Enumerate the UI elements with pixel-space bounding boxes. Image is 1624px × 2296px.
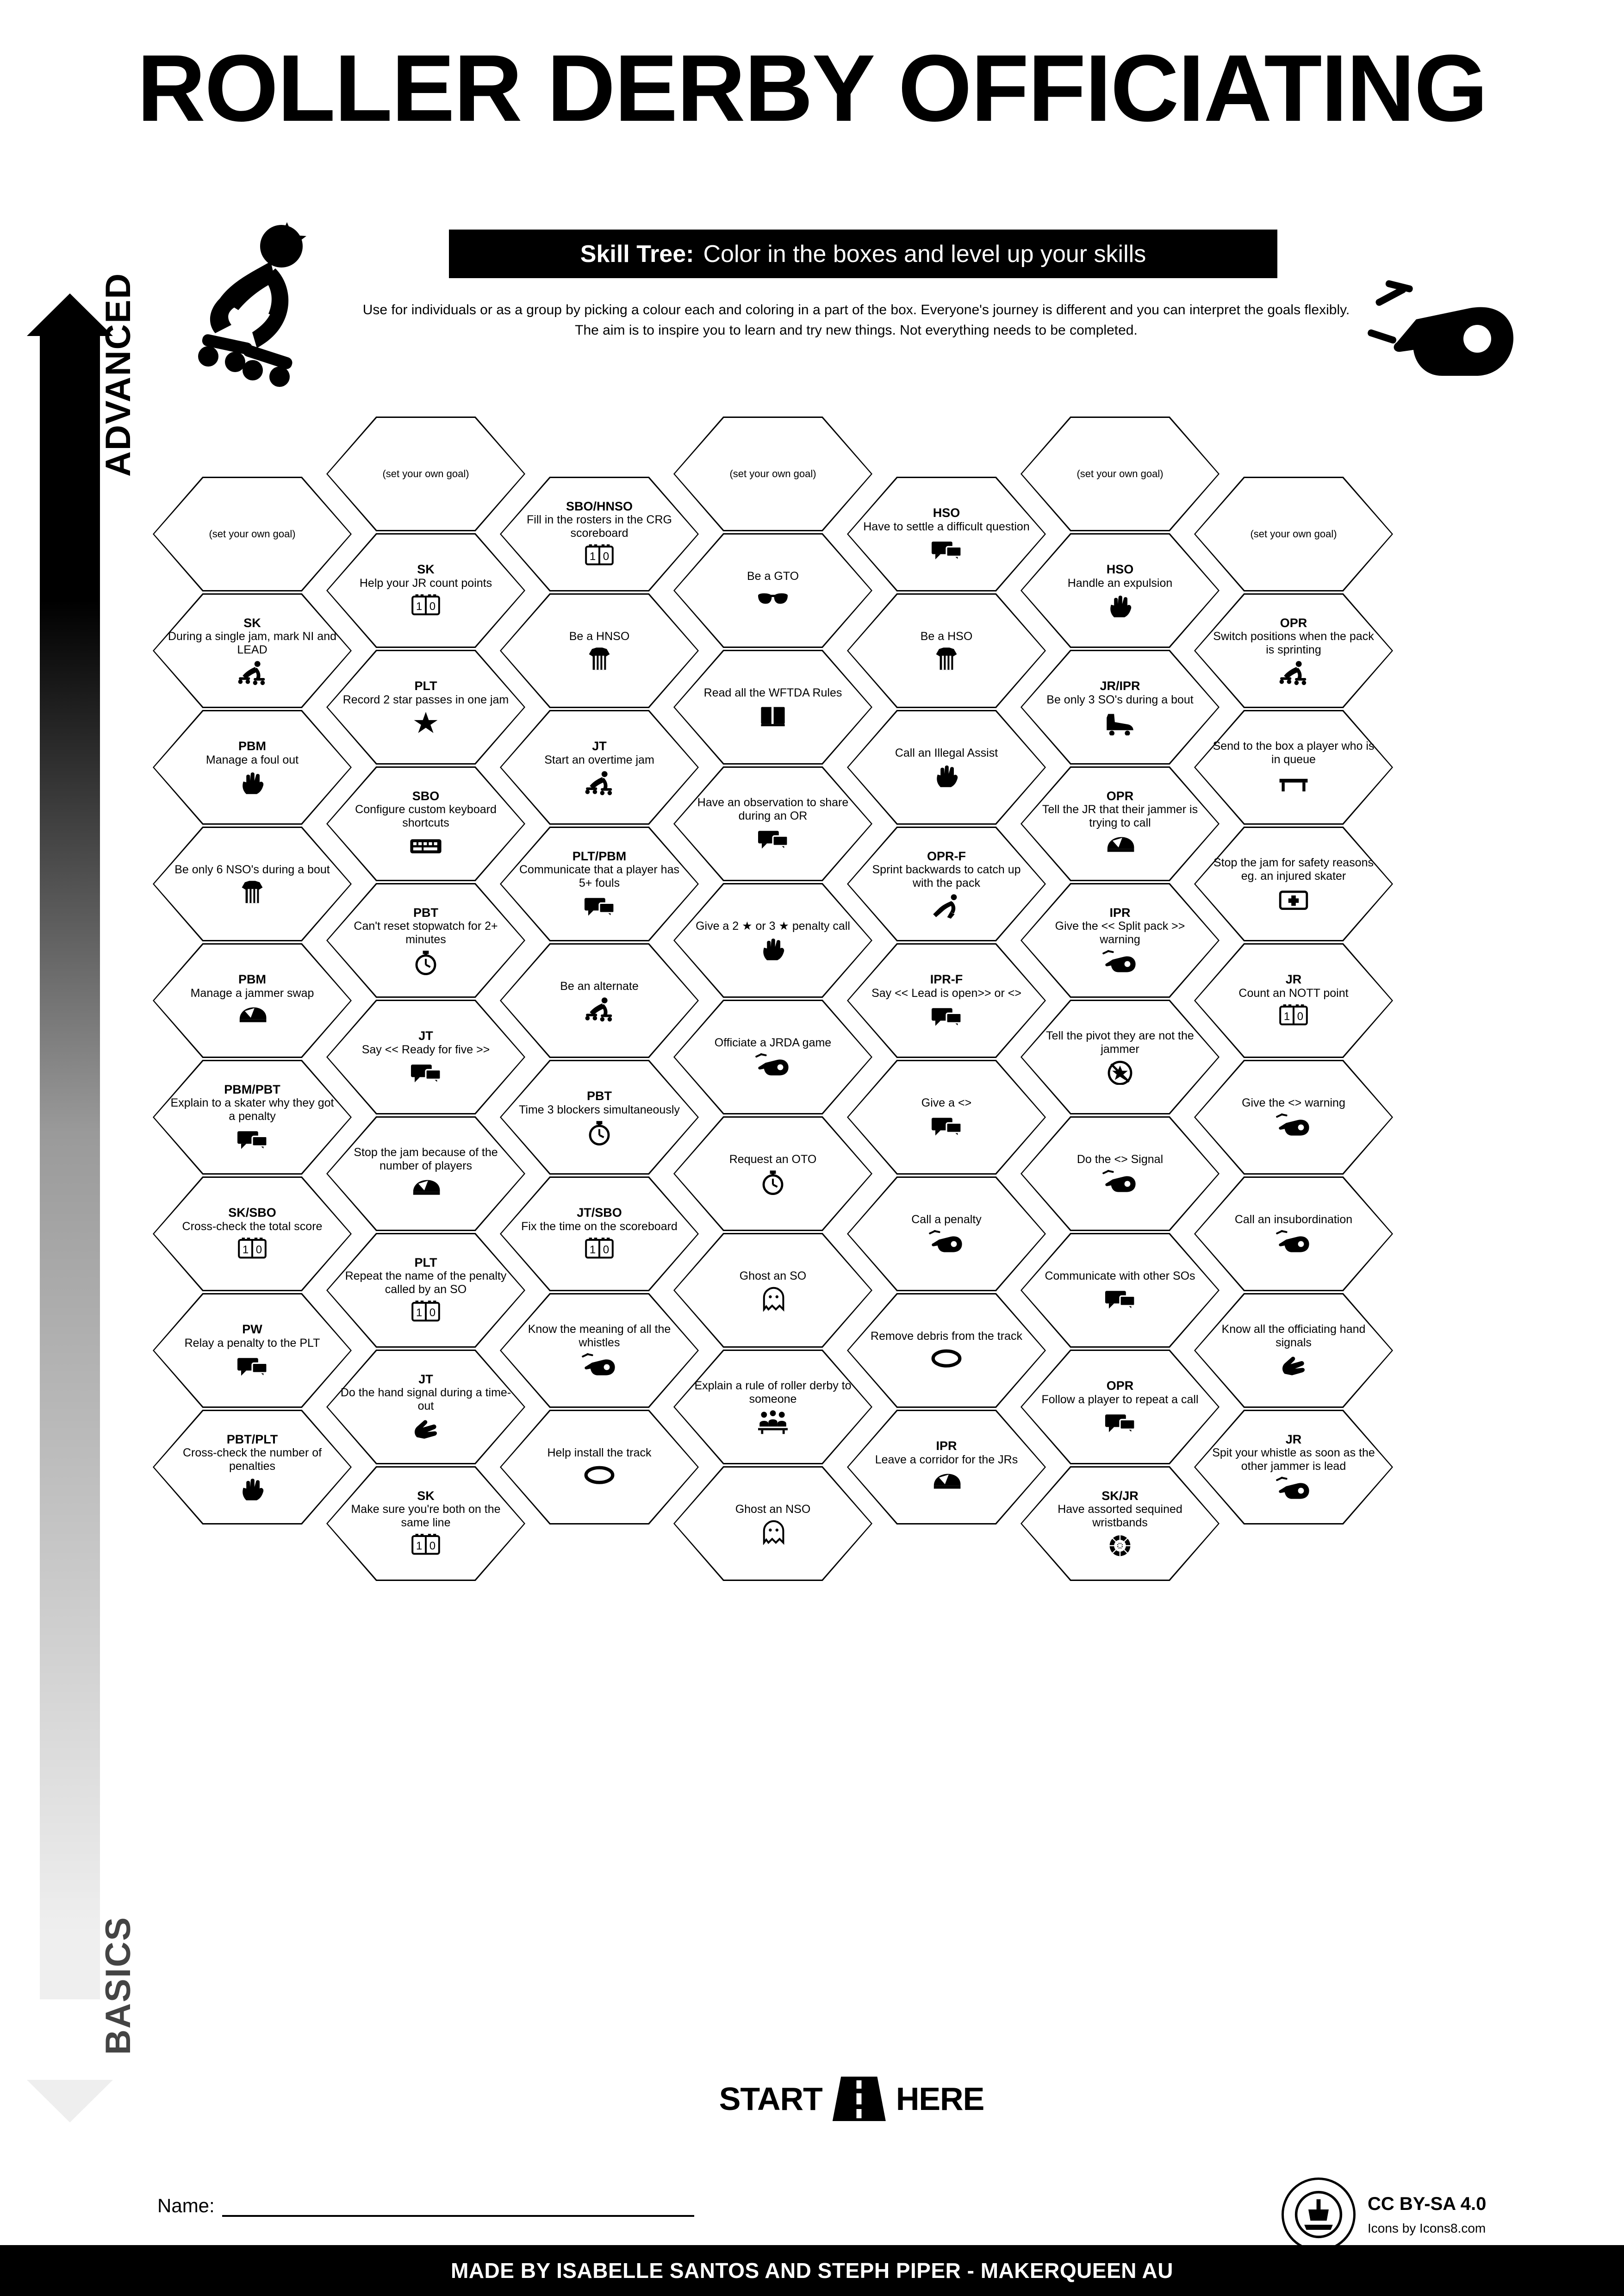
hex-code: JT bbox=[418, 1029, 433, 1043]
icons-credit: Icons by Icons8.com bbox=[1368, 2221, 1486, 2235]
skill-hex[interactable] bbox=[500, 943, 699, 1058]
hex-text: Relay a penalty to the PLT bbox=[184, 1336, 320, 1350]
striped-shirt-icon bbox=[514, 646, 685, 672]
whistle-icon bbox=[1361, 268, 1518, 407]
whistle-icon bbox=[687, 1052, 859, 1078]
svg-text:1: 1 bbox=[589, 550, 596, 563]
skill-hex[interactable] bbox=[326, 1466, 525, 1581]
hex-code: IPR bbox=[1109, 905, 1131, 920]
helmet-icon bbox=[861, 1469, 1032, 1495]
skill-hex[interactable] bbox=[1194, 710, 1393, 825]
helmet-icon bbox=[167, 1003, 338, 1029]
bench-icon bbox=[1208, 769, 1379, 795]
axis-label-advanced: ADVANCED bbox=[99, 272, 138, 477]
hex-code: JR bbox=[1285, 1432, 1302, 1446]
skill-hex[interactable] bbox=[1194, 827, 1393, 941]
first-aid-icon bbox=[1208, 886, 1379, 912]
hex-code: SK/JR bbox=[1101, 1488, 1139, 1503]
speech-icon bbox=[687, 826, 859, 852]
skill-hex[interactable] bbox=[847, 1060, 1046, 1175]
skill-hex[interactable] bbox=[1020, 1466, 1220, 1581]
scoreboard-icon bbox=[514, 543, 685, 569]
hex-text: Tell the pivot they are not the jammer bbox=[1046, 1029, 1194, 1056]
scoreboard-icon bbox=[340, 593, 511, 619]
hex-text: Handle an expulsion bbox=[1067, 576, 1173, 590]
hex-code: SBO bbox=[412, 789, 440, 803]
page-title: ROLLER DERBY OFFICIATING bbox=[137, 35, 1487, 141]
footer-credit: MADE BY ISABELLE SANTOS AND STEPH PIPER - MAKERQUEEN AU bbox=[451, 2259, 1173, 2283]
svg-text:1: 1 bbox=[589, 1243, 596, 1256]
start-here bbox=[671, 2073, 1032, 2124]
footer-bar bbox=[0, 2245, 1624, 2296]
hex-code: IPR bbox=[936, 1439, 957, 1453]
hex-text: Stop the jam for safety reasons eg. an injured skater bbox=[1213, 856, 1374, 883]
striped-shirt-icon bbox=[167, 879, 338, 905]
skill-hex[interactable] bbox=[500, 477, 699, 591]
skill-hex[interactable] bbox=[326, 1350, 525, 1464]
hex-text: Help your JR count points bbox=[359, 576, 492, 590]
no-star-icon bbox=[1034, 1059, 1206, 1085]
hex-text: Do the <> Signal bbox=[1076, 1152, 1164, 1166]
skill-hex[interactable] bbox=[847, 1176, 1046, 1291]
whistle-icon bbox=[861, 1229, 1032, 1255]
start-label: START bbox=[719, 2081, 822, 2117]
skill-hex[interactable] bbox=[847, 827, 1046, 941]
hex-code: PBT bbox=[413, 905, 438, 920]
hex-text: Read all the WFTDA Rules bbox=[703, 686, 842, 699]
skill-hex[interactable] bbox=[673, 533, 872, 648]
hex-code: HSO bbox=[1106, 562, 1134, 577]
hex-text: Be an alternate bbox=[560, 979, 639, 993]
skill-hex[interactable] bbox=[1020, 533, 1220, 648]
hex-text: Count an NOTT point bbox=[1238, 986, 1349, 1000]
svg-text:1: 1 bbox=[416, 600, 423, 613]
skill-hex[interactable] bbox=[847, 943, 1046, 1058]
hex-text: Call an insubordination bbox=[1234, 1213, 1353, 1226]
speech-icon bbox=[167, 1353, 338, 1379]
skill-hex[interactable] bbox=[153, 1176, 352, 1291]
hex-text: Ghost an SO bbox=[739, 1269, 807, 1282]
hex-text: Say << Ready for five >> bbox=[361, 1043, 490, 1056]
skill-hex[interactable] bbox=[673, 1466, 872, 1581]
hex-text: Record 2 star passes in one jam bbox=[342, 693, 509, 706]
helmet-icon bbox=[1034, 833, 1206, 859]
hex-text: Give a <> bbox=[921, 1096, 972, 1109]
whistle-icon bbox=[1208, 1113, 1379, 1139]
whistle-icon bbox=[1208, 1476, 1379, 1502]
hex-text: Be a GTO bbox=[747, 569, 799, 583]
axis-label-basics: BASICS bbox=[99, 1916, 138, 2055]
hex-text: Explain to a skater why they got a penalty bbox=[170, 1096, 334, 1123]
axis-gradient-bar bbox=[40, 333, 100, 1999]
hex-text: Spit your whistle as soon as the other jammer is lead bbox=[1212, 1446, 1375, 1473]
hand-icon bbox=[687, 936, 859, 962]
svg-text:1: 1 bbox=[1283, 1010, 1290, 1023]
hex-text: Sprint backwards to catch up with the pack bbox=[872, 863, 1021, 890]
hex-text: During a single jam, mark NI and LEAD bbox=[168, 630, 337, 657]
hex-text: Tell the JR that their jammer is trying to call bbox=[1042, 803, 1198, 830]
skill-hex[interactable] bbox=[326, 1116, 525, 1231]
scoreboard-icon bbox=[1208, 1003, 1379, 1029]
svg-text:0: 0 bbox=[603, 550, 610, 563]
skill-hex[interactable] bbox=[326, 533, 525, 648]
speech-icon bbox=[340, 1059, 511, 1085]
hex-text: Officiate a JRDA game bbox=[714, 1036, 832, 1049]
hex-text: Know all the officiating hand signals bbox=[1221, 1323, 1366, 1349]
hex-code: SK/SBO bbox=[228, 1206, 276, 1220]
skill-hex[interactable] bbox=[673, 1233, 872, 1348]
skill-hex[interactable] bbox=[1194, 1410, 1393, 1524]
svg-text:0: 0 bbox=[429, 1539, 436, 1552]
hex-text: Manage a foul out bbox=[205, 753, 299, 766]
skill-hex[interactable] bbox=[673, 417, 872, 531]
hex-code: OPR-F bbox=[927, 849, 966, 863]
hand-icon bbox=[1034, 593, 1206, 619]
sequin-icon bbox=[1034, 1532, 1206, 1558]
hex-text: Repeat the name of the penalty called by an SO bbox=[345, 1269, 507, 1296]
speech-icon bbox=[514, 893, 685, 919]
hand-icon bbox=[167, 1476, 338, 1502]
skill-hex[interactable] bbox=[500, 1293, 699, 1408]
skill-hex[interactable] bbox=[1020, 1350, 1220, 1464]
skill-hex[interactable] bbox=[153, 943, 352, 1058]
helmet-icon bbox=[340, 1176, 511, 1201]
hex-code: PBM bbox=[238, 739, 266, 753]
hex-text: Give the <> warning bbox=[1242, 1096, 1345, 1109]
hex-code: OPR bbox=[1106, 789, 1134, 803]
svg-text:0: 0 bbox=[1297, 1010, 1304, 1023]
hex-text: Make sure you're both on the same line bbox=[351, 1503, 501, 1530]
skill-hex[interactable] bbox=[326, 650, 525, 765]
hex-text: Explain a rule of roller derby to someone bbox=[694, 1379, 852, 1406]
cc-badge-icon bbox=[1282, 2178, 1356, 2252]
hex-code: PBM bbox=[238, 972, 266, 987]
skill-tree-grid bbox=[153, 417, 1574, 2036]
hex-text: Have an observation to share during an OR bbox=[697, 796, 849, 822]
hex-text: Be a HSO bbox=[920, 629, 973, 643]
hex-text: Do the hand signal during a time-out bbox=[340, 1386, 511, 1413]
hex-text: Fix the time on the scoreboard bbox=[521, 1220, 678, 1233]
hex-text: Follow a player to repeat a call bbox=[1041, 1393, 1199, 1406]
skill-hex[interactable] bbox=[1194, 1060, 1393, 1175]
svg-text:0: 0 bbox=[429, 600, 436, 613]
hex-code: SK bbox=[243, 616, 261, 630]
skill-hex[interactable] bbox=[1194, 477, 1393, 591]
skill-hex[interactable] bbox=[153, 1060, 352, 1175]
hand-icon bbox=[167, 770, 338, 796]
hex-code: HSO bbox=[933, 506, 960, 520]
speech-icon bbox=[861, 1113, 1032, 1139]
hex-text: Communicate with other SOs bbox=[1045, 1269, 1195, 1282]
skill-hex[interactable] bbox=[500, 593, 699, 708]
skill-hex[interactable] bbox=[326, 417, 525, 531]
name-label: Name: bbox=[157, 2195, 215, 2216]
hex-code: JT bbox=[418, 1372, 433, 1386]
scoreboard-icon bbox=[340, 1299, 511, 1325]
skill-hex[interactable] bbox=[847, 593, 1046, 708]
skill-hex[interactable] bbox=[673, 1000, 872, 1114]
whistle-icon bbox=[1034, 949, 1206, 975]
skill-hex[interactable] bbox=[1020, 650, 1220, 765]
hex-text: Switch positions when the pack is sprinting bbox=[1213, 630, 1374, 657]
svg-text:1: 1 bbox=[242, 1243, 249, 1256]
ghost-icon bbox=[687, 1286, 859, 1312]
skater-icon bbox=[514, 770, 685, 796]
skater-icon bbox=[167, 660, 338, 685]
skill-hex[interactable] bbox=[673, 1116, 872, 1231]
axis-arrow-tail bbox=[27, 2080, 113, 2122]
hex-code: IPR-F bbox=[930, 972, 963, 987]
whistle-icon bbox=[1034, 1169, 1206, 1195]
hex-text: Stop the jam because of the number of players bbox=[354, 1146, 498, 1172]
scoreboard-icon bbox=[340, 1532, 511, 1558]
skill-hex[interactable] bbox=[1194, 593, 1393, 708]
hex-text: Leave a corridor for the JRs bbox=[875, 1453, 1018, 1466]
speech-icon bbox=[861, 1003, 1032, 1029]
audience-icon bbox=[687, 1409, 859, 1435]
hex-code: PLT bbox=[414, 679, 437, 693]
hex-text: Be a HNSO bbox=[569, 629, 630, 643]
hex-text: Remove debris from the track bbox=[871, 1329, 1022, 1343]
hex-goal-text: (set your own goal) bbox=[1076, 468, 1164, 479]
track-oval-icon bbox=[514, 1462, 685, 1488]
hex-text: Send to the box a player who is in queue bbox=[1213, 740, 1375, 766]
striped-shirt-icon bbox=[861, 646, 1032, 672]
skill-hex[interactable] bbox=[847, 1293, 1046, 1408]
hex-goal-text: (set your own goal) bbox=[729, 468, 816, 479]
whistle-icon bbox=[1208, 1229, 1379, 1255]
hex-code: PLT/PBM bbox=[572, 849, 627, 863]
hex-text: Call an Illegal Assist bbox=[895, 746, 998, 759]
hex-code: JT/SBO bbox=[577, 1206, 622, 1220]
svg-text:1: 1 bbox=[416, 1539, 423, 1552]
scoreboard-icon bbox=[514, 1236, 685, 1262]
hex-text: Give a 2 ★ or 3 ★ penalty call bbox=[696, 919, 850, 933]
difficulty-axis bbox=[27, 333, 115, 2083]
skill-hex[interactable] bbox=[1020, 883, 1220, 998]
hex-text: Cross-check the total score bbox=[182, 1220, 323, 1233]
hex-code: JT bbox=[592, 739, 607, 753]
hex-code: SK bbox=[417, 1488, 435, 1503]
hex-code: PW bbox=[242, 1322, 262, 1337]
skill-hex[interactable] bbox=[326, 883, 525, 998]
skill-hex[interactable] bbox=[500, 827, 699, 941]
here-label: HERE bbox=[896, 2081, 984, 2117]
skill-hex[interactable] bbox=[326, 766, 525, 881]
skill-hex[interactable] bbox=[1020, 1000, 1220, 1114]
hex-text: Time 3 blockers simultaneously bbox=[519, 1103, 680, 1116]
hand-signal-icon bbox=[340, 1416, 511, 1442]
skill-hex[interactable] bbox=[673, 1350, 872, 1464]
hand-icon bbox=[861, 763, 1032, 789]
hex-text: Can't reset stopwatch for 2+ minutes bbox=[354, 920, 498, 946]
book-icon bbox=[687, 703, 859, 728]
hex-text: Configure custom keyboard shortcuts bbox=[355, 803, 497, 830]
hex-text: Be only 6 NSO's during a bout bbox=[174, 863, 330, 876]
hex-text: Give the << Split pack >> warning bbox=[1055, 920, 1185, 946]
ghost-icon bbox=[687, 1519, 859, 1545]
skill-hex[interactable] bbox=[847, 1410, 1046, 1524]
skill-hex[interactable] bbox=[153, 710, 352, 825]
running-icon bbox=[861, 893, 1032, 919]
speech-icon bbox=[167, 1126, 338, 1152]
hex-text: Know the meaning of all the whistles bbox=[528, 1323, 671, 1349]
svg-text:1: 1 bbox=[416, 1306, 423, 1319]
skill-hex[interactable] bbox=[153, 1410, 352, 1524]
speech-icon bbox=[1034, 1286, 1206, 1312]
hex-text: Have to settle a difficult question bbox=[863, 520, 1030, 533]
hex-text: Call a penalty bbox=[911, 1213, 982, 1226]
star-icon bbox=[340, 709, 511, 735]
skater-icon bbox=[514, 996, 685, 1022]
hex-goal-text: (set your own goal) bbox=[382, 468, 469, 479]
track-icon bbox=[833, 2077, 886, 2121]
hex-code: PBT/PLT bbox=[226, 1432, 278, 1446]
hex-code: OPR bbox=[1106, 1379, 1134, 1393]
glasses-icon bbox=[687, 586, 859, 612]
skill-hex[interactable] bbox=[1020, 1116, 1220, 1231]
hex-text: Communicate that a player has 5+ fouls bbox=[519, 863, 679, 890]
hex-code: SK bbox=[417, 562, 435, 577]
skill-hex[interactable] bbox=[847, 477, 1046, 591]
skill-hex[interactable] bbox=[1194, 943, 1393, 1058]
skill-hex[interactable] bbox=[1020, 417, 1220, 531]
name-input-rule[interactable] bbox=[222, 2199, 694, 2217]
skill-hex[interactable] bbox=[500, 1060, 699, 1175]
svg-text:0: 0 bbox=[603, 1243, 610, 1256]
hex-code: PBT bbox=[587, 1089, 612, 1103]
scoreboard-icon bbox=[167, 1236, 338, 1262]
hex-text: Start an overtime jam bbox=[544, 753, 654, 766]
skill-hex[interactable] bbox=[847, 710, 1046, 825]
hex-text: Manage a jammer swap bbox=[190, 986, 314, 1000]
skate-icon bbox=[1034, 709, 1206, 735]
roller-skater-icon bbox=[176, 218, 329, 417]
skill-hex[interactable] bbox=[326, 1000, 525, 1114]
skill-hex[interactable] bbox=[1194, 1176, 1393, 1291]
svg-text:0: 0 bbox=[429, 1306, 436, 1319]
hex-text: Be only 3 SO's during a bout bbox=[1046, 693, 1194, 706]
stopwatch-icon bbox=[340, 949, 511, 975]
hex-text: Have assorted sequined wristbands bbox=[1058, 1503, 1182, 1530]
skill-hex[interactable] bbox=[326, 1233, 525, 1348]
hex-text: Ghost an NSO bbox=[735, 1502, 811, 1516]
skill-hex[interactable] bbox=[500, 710, 699, 825]
skill-hex[interactable] bbox=[1020, 1233, 1220, 1348]
intro-blurb: Use for individuals or as a group by picking a colour each and coloring in a part of the box. Everyone's journey is different and you can interpret the goals flexibly. The aim is to inspire you to learn and try new things. Not everything needs to be completed. bbox=[362, 302, 1350, 338]
skill-hex[interactable] bbox=[500, 1176, 699, 1291]
whistle-icon bbox=[514, 1352, 685, 1378]
svg-text:0: 0 bbox=[255, 1243, 262, 1256]
skill-hex[interactable] bbox=[500, 1410, 699, 1524]
skill-hex[interactable] bbox=[673, 883, 872, 998]
skill-hex[interactable] bbox=[153, 593, 352, 708]
stopwatch-icon bbox=[514, 1120, 685, 1145]
skater-icon bbox=[1208, 660, 1379, 685]
hex-code: JR/IPR bbox=[1100, 679, 1140, 693]
hex-code: OPR bbox=[1280, 616, 1307, 630]
hex-code: SBO/HNSO bbox=[566, 499, 633, 513]
skill-hex[interactable] bbox=[1020, 766, 1220, 881]
hex-code: JR bbox=[1285, 972, 1302, 987]
banner-text: Color in the boxes and level up your skills bbox=[703, 240, 1146, 268]
banner-label: Skill Tree: bbox=[580, 240, 694, 268]
keyboard-icon bbox=[340, 833, 511, 859]
hex-code: PLT bbox=[414, 1255, 437, 1269]
hex-text: Help install the track bbox=[547, 1446, 652, 1459]
skill-hex[interactable] bbox=[153, 1293, 352, 1408]
hex-text: Request an OTO bbox=[729, 1152, 817, 1166]
hex-code: PBM/PBT bbox=[224, 1082, 280, 1096]
hex-text: Cross-check the number of penalties bbox=[182, 1446, 322, 1473]
skill-hex[interactable] bbox=[1194, 1293, 1393, 1408]
speech-icon bbox=[861, 536, 1032, 562]
name-field[interactable] bbox=[157, 2195, 694, 2217]
hand-signal-icon bbox=[1208, 1352, 1379, 1378]
speech-icon bbox=[1034, 1409, 1206, 1435]
hex-text: Fill in the rosters in the CRG scoreboard bbox=[527, 513, 672, 540]
skill-hex[interactable] bbox=[153, 477, 352, 591]
subtitle-banner bbox=[449, 230, 1277, 278]
track-oval-icon bbox=[861, 1346, 1032, 1372]
skill-hex[interactable] bbox=[153, 827, 352, 941]
skill-hex[interactable] bbox=[673, 766, 872, 881]
license-text: CC BY-SA 4.0 bbox=[1368, 2193, 1487, 2214]
hex-text: Say << Lead is open>> or <> bbox=[871, 986, 1021, 1000]
hex-goal-text: (set your own goal) bbox=[1250, 528, 1337, 540]
skill-hex[interactable] bbox=[673, 650, 872, 765]
hex-goal-text: (set your own goal) bbox=[209, 528, 296, 540]
stopwatch-icon bbox=[687, 1169, 859, 1195]
